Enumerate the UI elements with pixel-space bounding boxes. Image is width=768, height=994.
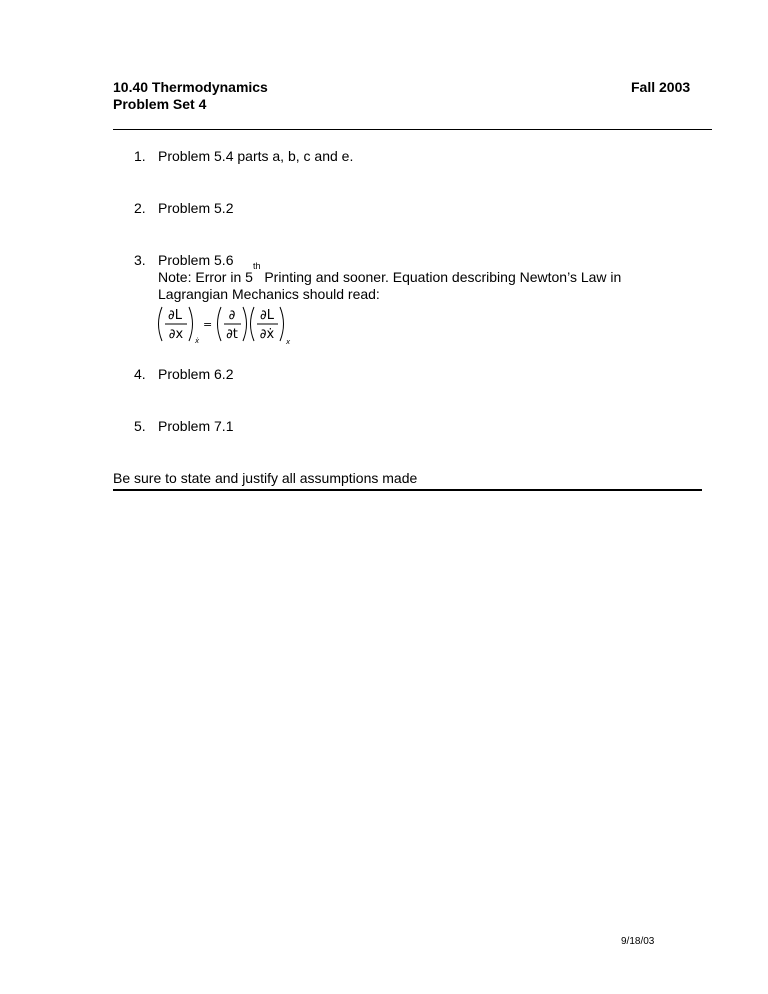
item-text: Problem 6.2 [158, 366, 234, 382]
lhs-subscript: ẋ [195, 337, 200, 345]
note-prefix: Note: Error in 5 [158, 269, 253, 285]
lhs-numerator: ∂L [168, 308, 182, 323]
closing-divider [113, 489, 702, 491]
op-right-paren [243, 307, 247, 341]
item-note-line2: Lagrangian Mechanics should read: [158, 286, 380, 302]
op-numerator: ∂ [228, 308, 236, 323]
item-text: Problem 5.6 [158, 252, 234, 268]
item-number: 1. [134, 148, 146, 164]
course-title: 10.40 Thermodynamics [113, 79, 268, 95]
term-label: Fall 2003 [631, 79, 691, 95]
item-number: 3. [134, 252, 146, 268]
lhs-left-paren [159, 307, 163, 341]
rhs-numerator: ∂L [260, 308, 274, 323]
rhs-left-paren [251, 307, 255, 341]
op-denominator: ∂t [226, 327, 238, 342]
item-text: Problem 5.2 [158, 200, 234, 216]
item-text: Problem 7.1 [158, 418, 234, 434]
lhs-denominator: ∂x [168, 327, 184, 342]
item-note [158, 261, 622, 286]
item-number: 4. [134, 366, 146, 382]
note-suffix: Printing and sooner. Equation describing Newton’s Law in [260, 269, 622, 285]
header-divider [113, 129, 712, 130]
rhs-subscript: x [286, 338, 291, 346]
lhs-right-paren [189, 307, 193, 341]
note-superscript: th [252, 261, 261, 271]
item-number: 5. [134, 418, 146, 434]
op-left-paren [218, 307, 222, 341]
rhs-right-paren [280, 307, 284, 341]
lagrangian-equation [154, 303, 304, 349]
problem-set-title: Problem Set 4 [113, 96, 207, 112]
rhs-denominator: ∂ẋ [259, 327, 275, 342]
item-text: Problem 5.4 parts a, b, c and e. [158, 148, 354, 164]
item-number: 2. [134, 200, 146, 216]
closing-note: Be sure to state and justify all assumptions made [113, 470, 418, 486]
footer-date: 9/18/03 [621, 936, 655, 947]
equals-sign: = [203, 318, 213, 331]
